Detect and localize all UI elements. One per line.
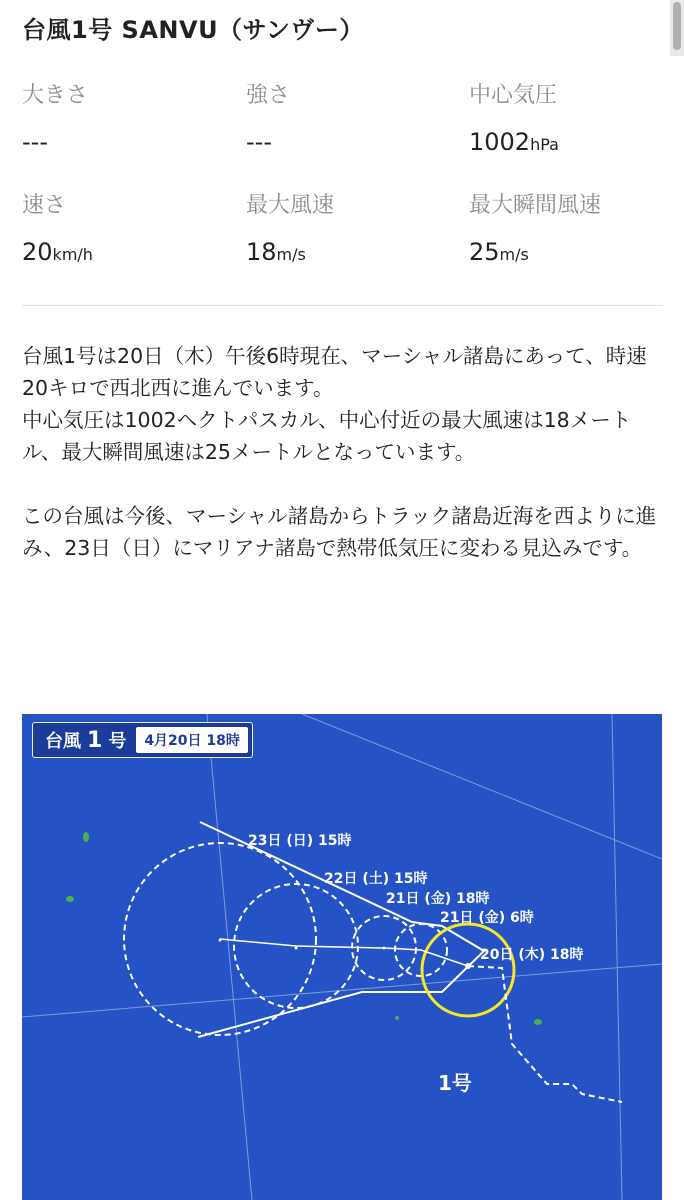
stat-label: 強さ [246,83,291,108]
forecast-cone [198,822,484,1037]
stat-value: 20km/h [22,238,93,266]
description-paragraph: この台風は今後、マーシャル諸島からトラック諸島近海を西よりに進み、23日（日）にマリアナ諸島で熱帯低気圧に変わる見込みです。 [22,504,657,560]
forecast-label-21-6: 21日 (金) 6時 [440,910,534,926]
typhoon-number-label: 1号 [438,1071,472,1095]
stat-value: --- [22,128,48,156]
stat-label: 中心気圧 [469,83,558,108]
stat-label: 速さ [22,193,67,218]
stat-label: 大きさ [22,83,89,108]
stat-value: 18m/s [246,238,306,266]
legend-typhoon-name: 台風 1 号 [45,727,127,753]
forecast-label-20: 20日 (木) 18時 [480,947,584,963]
stat-max-wind [246,190,456,271]
scrollbar-thumb[interactable] [673,2,681,50]
island [83,832,89,842]
grid-line [612,714,622,1200]
grid-line [207,714,252,1200]
grid-line [22,964,662,1017]
island [534,1019,542,1025]
stat-label: 最大風速 [246,193,335,218]
forecast-label-22: 22日 (土) 15時 [324,871,428,887]
typhoon-track-map[interactable] [22,714,662,1200]
stat-size [22,80,232,161]
forecast-label-21-18: 21日 (金) 18時 [386,891,490,907]
island [395,1016,399,1020]
scrollbar[interactable] [670,0,684,56]
stat-label: 最大瞬間風速 [469,193,602,218]
description-paragraph: 中心気圧は1002ヘクトパスカル、中心付近の最大風速は18メートル、最大瞬間風速は25メートルとなっています。 [22,408,632,464]
stat-central-pressure [469,80,679,161]
divider [22,305,662,306]
description-paragraph: 台風1号は20日（木）午後6時現在、マーシャル諸島にあって、時速20キロで西北西に進んでいます。 [22,344,647,400]
forecast-label-23: 23日 (日) 15時 [248,833,352,849]
stat-value: 25m/s [469,238,529,266]
map-legend [32,722,253,758]
track-point [465,963,471,969]
stat-strength [246,80,456,161]
stat-value: 1002hPa [469,128,559,156]
track-point [219,939,222,942]
current-storm-circle [422,924,514,1016]
island [66,896,74,902]
track-point [383,947,386,950]
grid-line [302,714,662,859]
typhoon-description [22,340,670,564]
page-title: 台風1号 SANVU（サンヴー） [22,16,364,44]
stat-max-gust [469,190,679,271]
past-track [468,966,622,1102]
stat-value: --- [246,128,272,156]
legend-date: 4月20日 18時 [136,727,248,753]
stat-speed [22,190,232,271]
track-point [295,947,298,950]
